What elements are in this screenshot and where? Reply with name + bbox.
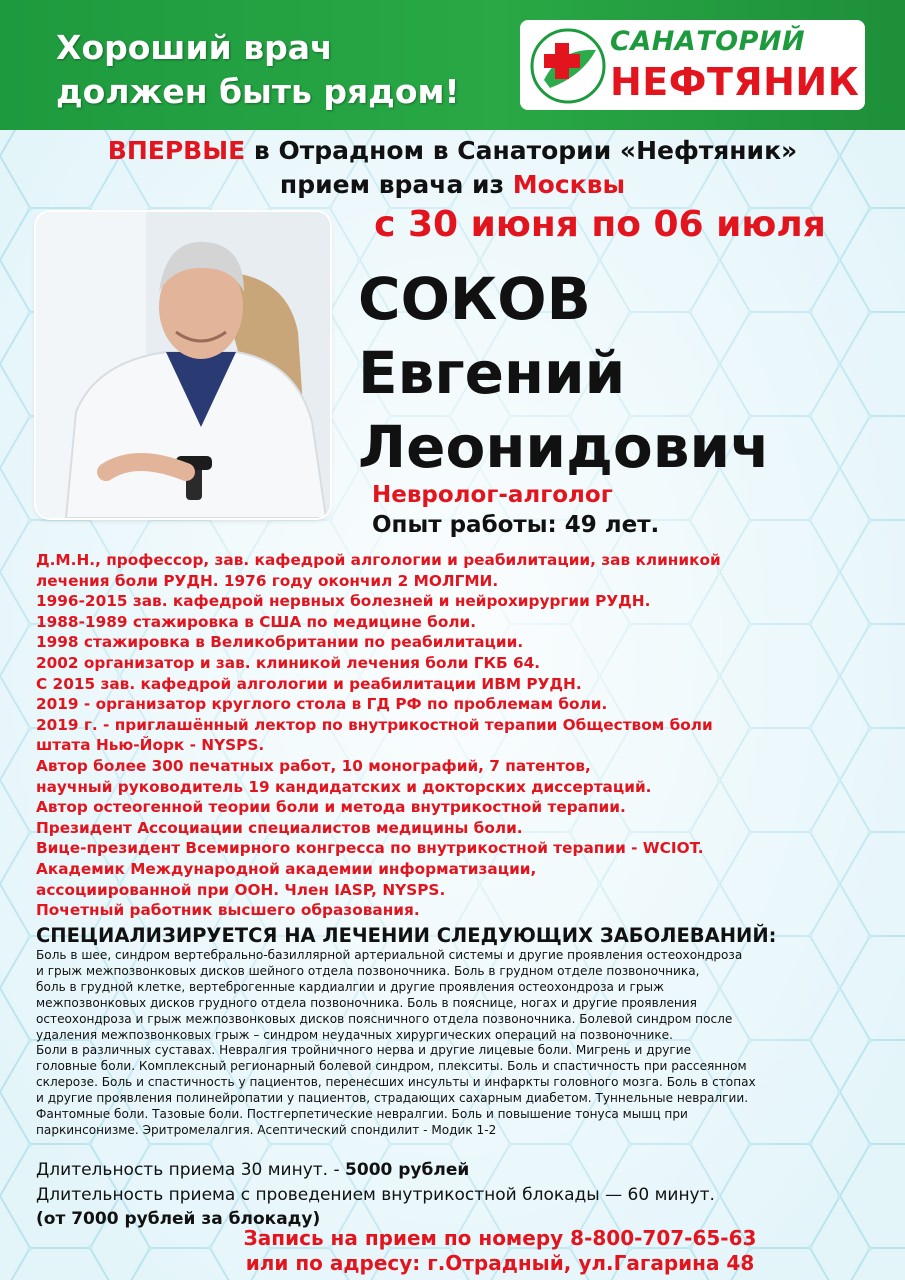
doctor-surname: СОКОВ [358,265,591,333]
specialization-text [36,948,886,1139]
doctor-name [358,262,878,484]
specialization-line: Боли в различных суставах. Невралгия тройничного нерва и другие лицевые боли. Мигрень и другие [36,1043,692,1058]
bio-line: научный руководитель 19 кандидатских и докторских диссертаций. [36,777,652,796]
doctor-photo [36,212,330,518]
logo-subtitle: САНАТОРИЙ [610,26,806,57]
bio-line: штата Нью-Йорк - NYSPS. [36,736,265,755]
price-blockade: (от 7000 рублей за блокаду) [36,1209,321,1229]
specialization-line: и другие проявления полинейропатии у пациентов, страдающих сахарным диабетом. Туннельные невралгии. [36,1091,749,1106]
doctor-bio [36,550,886,921]
specialization-line: и грыж межпозвонковых дисков шейного отдела позвоночника. Боль в грудном отделе позвоночника, [36,963,700,978]
bio-line: Автор остеогенной теории боли и метода внутрикостной терапии. [36,798,626,817]
headline-line-1-rest: в Отрадном в Санатории «Нефтяник» [245,136,798,165]
price-blockade-duration: Длительность приема с проведением внутрикостной блокады — 60 минут. [36,1185,715,1205]
bio-line: Почетный работник высшего образования. [36,901,420,920]
logo-title: НЕФТЯНИК [610,60,860,104]
bio-line: Академик Международной академии информатизации, [36,859,537,878]
specialization-line: склерозе. Боль и спастичность у пациентов, перенесших инсульты и инфаркты головного мозга. Боль в стопах [36,1075,756,1090]
contact-info [150,1226,850,1276]
contact-address: или по адресу: г.Отрадный, ул.Гагарина 48 [245,1251,755,1275]
bio-line: 2002 организатор и зав. клиникой лечения боли ГКБ 64. [36,653,541,672]
specialization-line: межпозвонковых дисков грудного отдела позвоночника. Боль в пояснице, ногах и другие проявления [36,995,697,1010]
bio-line: ассоциированной при ООН. Член IASP, NYSPS. [36,880,446,899]
specialization-line: Фантомные боли. Тазовые боли. Постгерпетические невралгии. Боль и повышение тонуса мышц при [36,1107,688,1122]
specialization-line: боль в грудной клетке, вертеброгенные кардиалгии и другие проявления остеохондроза и грыж [36,979,664,994]
specialization-line: удаления межпозвонковых грыж – синдром неудачных хирургических операций на позвоночнике. [36,1027,673,1042]
bio-line: Д.М.Н., профессор, зав. кафедрой алгологии и реабилитации, зав клиникой [36,551,721,569]
price-consultation-amount: 5000 рублей [345,1160,470,1180]
slogan-line-1: Хороший врач [56,28,333,67]
contact-phone: Запись на прием по номеру 8-800-707-65-63 [243,1226,757,1250]
headline-line-2-start: прием врача из [279,170,513,199]
bio-line: Автор более 300 печатных работ, 10 монографий, 7 патентов, [36,756,591,775]
bio-line: 1996-2015 зав. кафедрой нервных болезней и нейрохирургии РУДН. [36,592,651,611]
headline-line-2 [20,168,885,202]
bio-line: 2019 г. - приглашённый лектор по внутрикостной терапии Обществом боли [36,715,713,734]
slogan-line-2: должен быть рядом! [56,72,460,111]
specialization-line: головные боли. Комплексный регионарный болевой синдром, плекситы. Боль и спастичность при рассеянном [36,1059,747,1074]
specialization-line: остеохондроза и грыж межпозвонковых дисков поясничного отдела позвоночника. Болевой синдром после [36,1011,733,1026]
bio-line: 1998 стажировка в Великобритании по реабилитации. [36,633,524,652]
specialization-line: Боль в шее, синдром вертебрально-базиллярной артериальной системы и другие проявления остеохондроза [36,948,743,962]
doctor-patronymic: Леонидович [358,413,770,481]
bio-line: С 2015 зав. кафедрой алгологии и реабилитации ИВМ РУДН. [36,674,582,693]
specialization-line: паркинсонизме. Эритромелалгия. Асептический спондилит - Модик 1-2 [36,1122,497,1137]
headline-line-1 [20,134,885,168]
bio-line: 1988-1989 стажировка в США по медицине боли. [36,612,477,631]
doctor-first-name: Евгений [358,339,626,407]
bio-line: Вице-президент Всемирного конгресса по внутрикостной терапии - WCIOT. [36,839,704,858]
bio-line: лечения боли РУДН. 1976 году окончил 2 МОЛГМИ. [36,571,499,590]
bio-line: 2019 - организатор круглого стола в ГД РФ по проблемам боли. [36,695,608,714]
headline [20,134,885,202]
headline-city: Москвы [512,170,626,199]
doctor-specialty: Невролог-алголог [372,482,613,508]
price-consultation-text: Длительность приема 30 минут. - [36,1160,346,1180]
visit-dates: с 30 июня по 06 июля [374,204,826,245]
doctor-experience: Опыт работы: 49 лет. [372,512,660,538]
specialization-heading: СПЕЦИАЛИЗИРУЕТСЯ НА ЛЕЧЕНИИ СЛЕДУЮЩИХ ЗАБОЛЕВАНИЙ: [36,924,777,947]
bio-line: Президент Ассоциации специалистов медицины боли. [36,818,523,837]
headline-first-word: ВПЕРВЫЕ [107,136,246,165]
price-consultation [36,1160,886,1180]
